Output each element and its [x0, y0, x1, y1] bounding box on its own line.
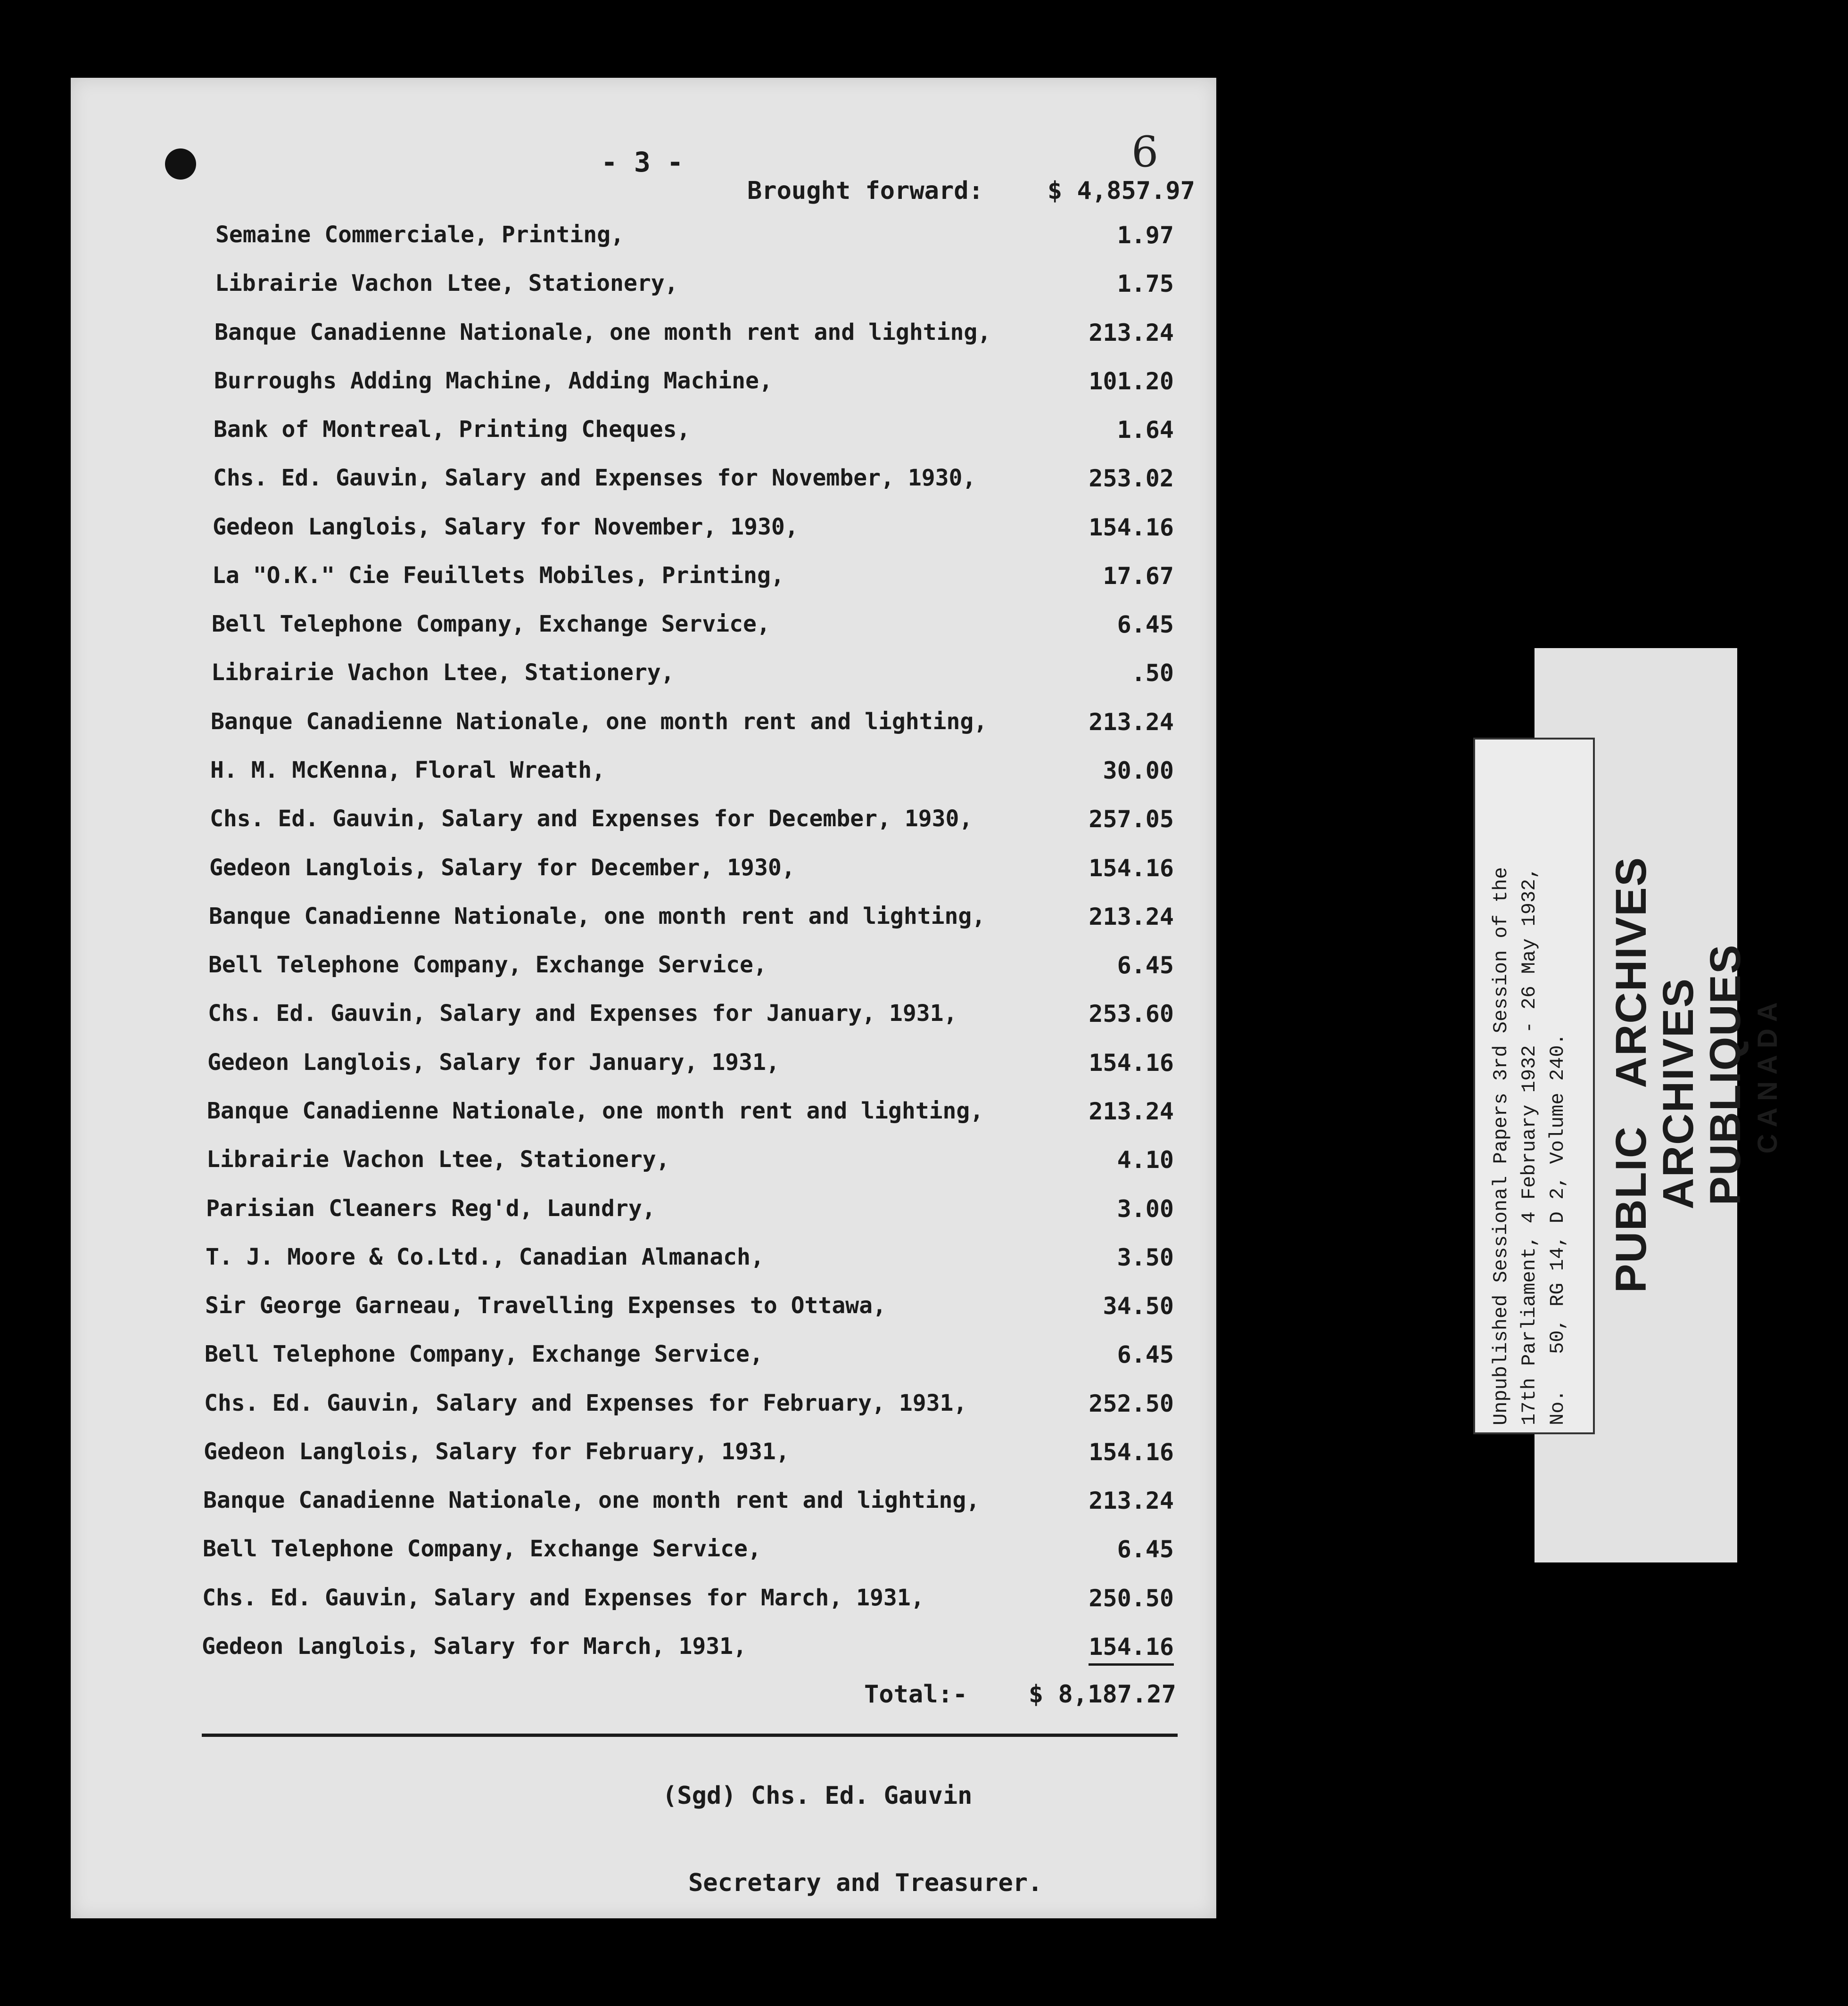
expense-row [71, 319, 1216, 347]
expense-description: Banque Canadienne Nationale, one month rent and lighting, [207, 1098, 984, 1124]
expense-description: Chs. Ed. Gauvin, Salary and Expenses for March, 1931, [202, 1585, 924, 1611]
expense-row [71, 1390, 1216, 1418]
expense-row [71, 1098, 1216, 1126]
expense-row [71, 708, 1216, 737]
expense-description: Chs. Ed. Gauvin, Salary and Expenses for November, 1930, [213, 465, 976, 491]
expense-row [71, 757, 1216, 785]
expense-row [71, 903, 1216, 931]
expense-description: T. J. Moore & Co.Ltd., Canadian Almanach, [206, 1244, 764, 1270]
stamp-word: ARCHIVES [1654, 978, 1702, 1209]
expense-amount: 154.16 [1089, 1633, 1174, 1666]
expense-amount: 213.24 [1089, 1487, 1174, 1514]
expense-row [71, 368, 1216, 396]
expense-description: Gedeon Langlois, Salary for January, 1931, [207, 1049, 780, 1076]
expense-row [71, 1536, 1216, 1564]
expense-row [71, 1244, 1216, 1272]
expense-amount: 253.02 [1089, 465, 1174, 492]
expense-amount: 213.24 [1089, 319, 1174, 346]
expense-description: Librairie Vachon Ltee, Stationery, [206, 1146, 670, 1173]
expense-amount: 1.75 [1117, 270, 1174, 297]
expense-amount: 6.45 [1117, 1341, 1174, 1368]
expense-row [71, 562, 1216, 591]
punch-hole [165, 148, 196, 180]
expense-description: Librairie Vachon Ltee, Stationery, [215, 270, 678, 296]
expense-row [71, 952, 1216, 980]
expense-row [71, 659, 1216, 688]
stamp-word: PUBLIQUES [1701, 944, 1749, 1206]
document-page [71, 78, 1216, 1918]
expense-row [71, 1292, 1216, 1321]
expense-amount: 213.24 [1089, 1098, 1174, 1125]
expense-description: Banque Canadienne Nationale, one month rent and lighting, [203, 1487, 980, 1513]
expense-amount: 154.16 [1089, 1049, 1174, 1077]
expense-amount: 154.16 [1089, 1439, 1174, 1466]
expense-amount: 154.16 [1089, 855, 1174, 882]
expense-description: Bell Telephone Company, Exchange Service, [208, 952, 767, 978]
expense-row [71, 1487, 1216, 1515]
expense-description: Chs. Ed. Gauvin, Salary and Expenses for January, 1931, [208, 1000, 957, 1027]
expense-amount: 250.50 [1089, 1585, 1174, 1612]
page-number: - 3 - [601, 146, 684, 178]
expense-amount: 34.50 [1103, 1292, 1174, 1320]
signatory-title: Secretary and Treasurer. [688, 1869, 1043, 1897]
signature-line: (Sgd) Chs. Ed. Gauvin [662, 1782, 973, 1810]
expense-amount: 6.45 [1117, 952, 1174, 979]
expense-amount: 101.20 [1089, 368, 1174, 395]
expense-amount: 1.64 [1117, 416, 1174, 444]
expense-description: Bell Telephone Company, Exchange Service, [212, 611, 770, 637]
total-label: Total:- [864, 1680, 968, 1709]
expense-row [71, 1585, 1216, 1613]
stamp-word: PUBLIC [1607, 1126, 1655, 1293]
expense-description: Gedeon Langlois, Salary for December, 1930, [209, 855, 795, 881]
expense-row [71, 1146, 1216, 1175]
expense-amount: 213.24 [1089, 903, 1174, 930]
expense-row [71, 222, 1216, 250]
expense-description: Chs. Ed. Gauvin, Salary and Expenses for February, 1931, [204, 1390, 967, 1416]
brought-forward-amount: $ 4,857.97 [1047, 177, 1195, 205]
expense-row [71, 270, 1216, 298]
expense-amount: 1.97 [1117, 222, 1174, 249]
expense-description: Semaine Commerciale, Printing, [215, 222, 624, 248]
expense-description: Sir George Garneau, Travelling Expenses to Ottawa, [205, 1292, 886, 1319]
reference-line: No. 50, RG 14, D 2, Volume 240. [1546, 1033, 1569, 1425]
expense-row [71, 1439, 1216, 1467]
expense-amount: 4.10 [1117, 1146, 1174, 1174]
expense-row [71, 855, 1216, 883]
expense-amount: 30.00 [1103, 757, 1174, 784]
expense-amount: .50 [1131, 659, 1174, 687]
expense-amount: 6.45 [1117, 1536, 1174, 1563]
expense-row [71, 465, 1216, 493]
expense-amount: 6.45 [1117, 611, 1174, 638]
folio-number: 6 [1131, 127, 1159, 177]
expense-row [71, 1633, 1216, 1661]
brought-forward-label: Brought forward: [747, 177, 983, 205]
expense-description: Banque Canadienne Nationale, one month rent and lighting, [209, 903, 986, 929]
stamp-country: CANADA [1752, 995, 1783, 1154]
expense-row [71, 1000, 1216, 1028]
expense-row [71, 611, 1216, 639]
expense-amount: 257.05 [1089, 806, 1174, 833]
expense-row [71, 1195, 1216, 1224]
expense-description: Banque Canadienne Nationale, one month rent and lighting, [211, 708, 988, 735]
total-amount: $ 8,187.27 [1028, 1680, 1176, 1709]
expense-amount: 213.24 [1089, 708, 1174, 736]
expense-description: Librairie Vachon Ltee, Stationery, [211, 659, 675, 686]
expense-description: Gedeon Langlois, Salary for March, 1931, [202, 1633, 747, 1660]
expense-description: Burroughs Adding Machine, Adding Machine, [214, 368, 773, 394]
expense-row [71, 1049, 1216, 1077]
reference-line: 17th Parliament, 4 February 1932 - 26 May 1932, [1518, 867, 1541, 1425]
expense-description: Chs. Ed. Gauvin, Salary and Expenses for December, 1930, [210, 806, 973, 832]
expense-amount: 252.50 [1089, 1390, 1174, 1417]
divider-line [202, 1734, 1178, 1737]
expense-description: Gedeon Langlois, Salary for February, 1931, [204, 1439, 790, 1465]
expense-row [71, 1341, 1216, 1369]
expense-description: Bank of Montreal, Printing Cheques, [214, 416, 691, 443]
reference-line: Unpublished Sessional Papers 3rd Session of the [1490, 867, 1512, 1425]
expense-amount: 154.16 [1089, 514, 1174, 541]
archive-stamp [1607, 815, 1783, 1334]
expense-description: Parisian Cleaners Reg'd, Laundry, [206, 1195, 656, 1222]
stamp-word: ARCHIVES [1607, 856, 1655, 1088]
expense-amount: 3.00 [1117, 1195, 1174, 1223]
expense-description: Bell Telephone Company, Exchange Service, [205, 1341, 763, 1367]
expense-row [71, 416, 1216, 444]
expense-amount: 253.60 [1089, 1000, 1174, 1028]
expense-row [71, 806, 1216, 834]
expense-description: H. M. McKenna, Floral Wreath, [210, 757, 606, 783]
expense-description: Bell Telephone Company, Exchange Service, [203, 1536, 761, 1562]
expense-description: La "O.K." Cie Feuillets Mobiles, Printing, [212, 562, 784, 589]
expense-amount: 3.50 [1117, 1244, 1174, 1271]
expense-amount: 17.67 [1103, 562, 1174, 590]
expense-row [71, 514, 1216, 542]
expense-description: Gedeon Langlois, Salary for November, 1930, [213, 514, 799, 540]
archive-reference-label [1473, 738, 1595, 1434]
expense-description: Banque Canadienne Nationale, one month rent and lighting, [214, 319, 991, 345]
